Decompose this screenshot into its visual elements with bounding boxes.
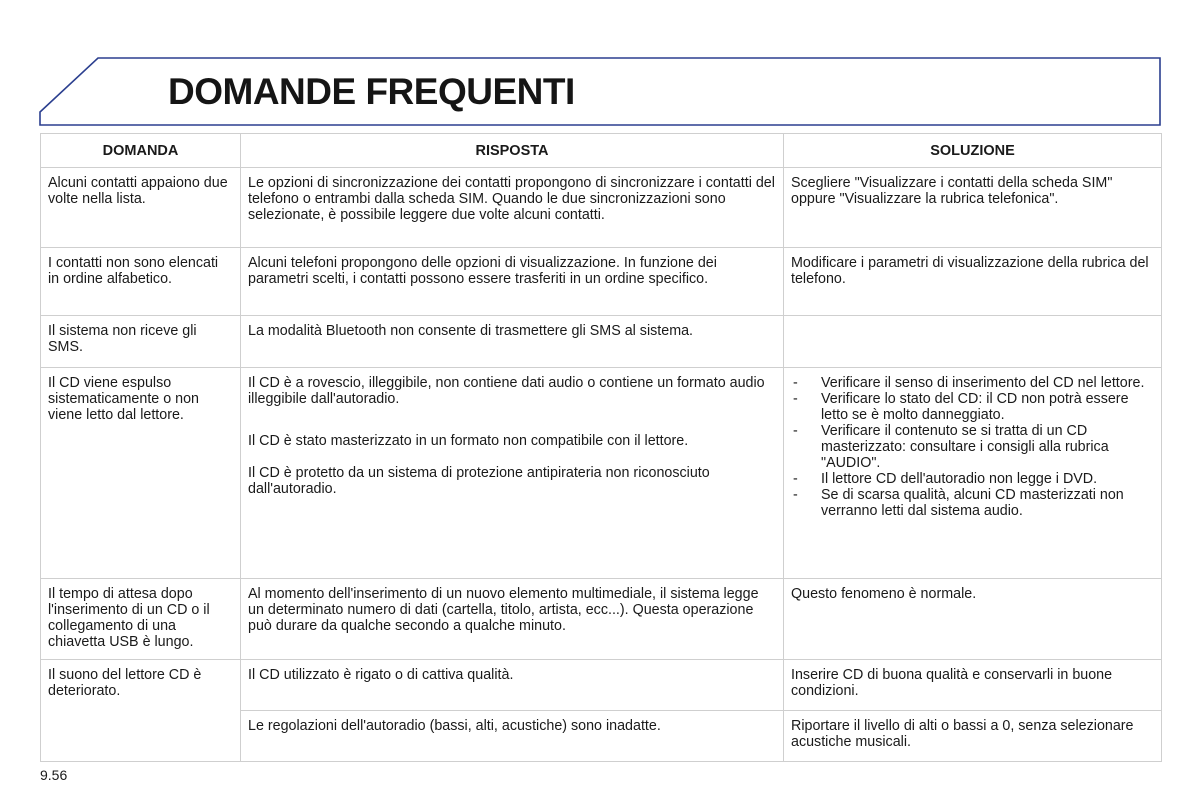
table-row — [41, 579, 1162, 660]
answer-cell: Alcuni telefoni propongono delle opzioni di visualizzazione. In funzione dei parametri scelti, i contatti possono essere trasferiti in un ordine specifico. — [241, 248, 784, 316]
header-domanda: DOMANDA — [41, 134, 241, 168]
solution-cell: Questo fenomeno è normale. — [784, 579, 1162, 660]
solution-list — [791, 375, 1154, 519]
answer-paragraph: Il CD è stato masterizzato in un formato non compatibile con il lettore. — [248, 433, 689, 449]
faq-table — [40, 133, 1162, 762]
page-title: DOMANDE FREQUENTI — [168, 71, 575, 112]
header-soluzione: SOLUZIONE — [784, 134, 1162, 168]
solution-cell: Modificare i parametri di visualizzazione della rubrica del telefono. — [784, 248, 1162, 316]
answer-cell: La modalità Bluetooth non consente di trasmettere gli SMS al sistema. — [241, 316, 784, 368]
question-cell: Il suono del lettore CD è deteriorato. — [41, 660, 241, 762]
solution-list-item: - Se di scarsa qualità, alcuni CD masterizzati non verranno letti dal sistema audio. — [791, 487, 1154, 519]
table-row — [41, 660, 1162, 711]
solution-cell — [784, 368, 1162, 579]
question-cell: Il tempo di attesa dopo l'inserimento di un CD o il collegamento di una chiavetta USB è lungo. — [41, 579, 241, 660]
table-row — [41, 316, 1162, 368]
question-cell: Alcuni contatti appaiono due volte nella lista. — [41, 168, 241, 248]
answer-paragraph: Il CD è a rovescio, illeggibile, non contiene dati audio o contiene un formato audio illeggibile dall'autoradio. — [248, 375, 765, 407]
answer-cell: Al momento dell'inserimento di un nuovo elemento multimediale, il sistema legge un determinato numero di dati (cartella, titolo, artista, ecc...). Questa operazione può durare da qualche secondo a qualche minuto. — [241, 579, 784, 660]
solution-list-item: - Verificare il contenuto se si tratta di un CD masterizzato: consultare i consigli alla rubrica "AUDIO". — [791, 423, 1154, 471]
answer-cell: Il CD utilizzato è rigato o di cattiva qualità. — [241, 660, 784, 711]
solution-list-item: - Verificare il senso di inserimento del CD nel lettore. — [791, 375, 1154, 391]
page-number: 9.56 — [40, 767, 68, 783]
solution-cell: Inserire CD di buona qualità e conservarli in buone condizioni. — [784, 660, 1162, 711]
solution-cell: Riportare il livello di alti o bassi a 0, senza selezionare acustiche musicali. — [784, 711, 1162, 762]
question-cell: Il CD viene espulso sistematicamente o non viene letto dal lettore. — [41, 368, 241, 579]
question-cell: I contatti non sono elencati in ordine alfabetico. — [41, 248, 241, 316]
table-row — [41, 168, 1162, 248]
solution-list-item: - Verificare lo stato del CD: il CD non potrà essere letto se è molto danneggiato. — [791, 391, 1154, 423]
answer-paragraph: Il CD è protetto da un sistema di protezione antipirateria non riconosciuto dall'autoradio. — [248, 465, 710, 497]
table-row — [41, 368, 1162, 579]
table-row — [41, 248, 1162, 316]
table-header-row — [41, 134, 1162, 168]
question-cell: Il sistema non riceve gli SMS. — [41, 316, 241, 368]
solution-cell: Scegliere "Visualizzare i contatti della scheda SIM" oppure "Visualizzare la rubrica telefonica". — [784, 168, 1162, 248]
answer-cell — [241, 368, 784, 579]
answer-cell: Le opzioni di sincronizzazione dei contatti propongono di sincronizzare i contatti del telefono o entrambi dalla scheda SIM. Quando le due sincronizzazioni sono selezionate, è possibile leggere due volte alcuni contatti. — [241, 168, 784, 248]
answer-cell: Le regolazioni dell'autoradio (bassi, alti, acustiche) sono inadatte. — [241, 711, 784, 762]
header-risposta: RISPOSTA — [241, 134, 784, 168]
solution-list-item: - Il lettore CD dell'autoradio non legge i DVD. — [791, 471, 1154, 487]
solution-cell — [784, 316, 1162, 368]
